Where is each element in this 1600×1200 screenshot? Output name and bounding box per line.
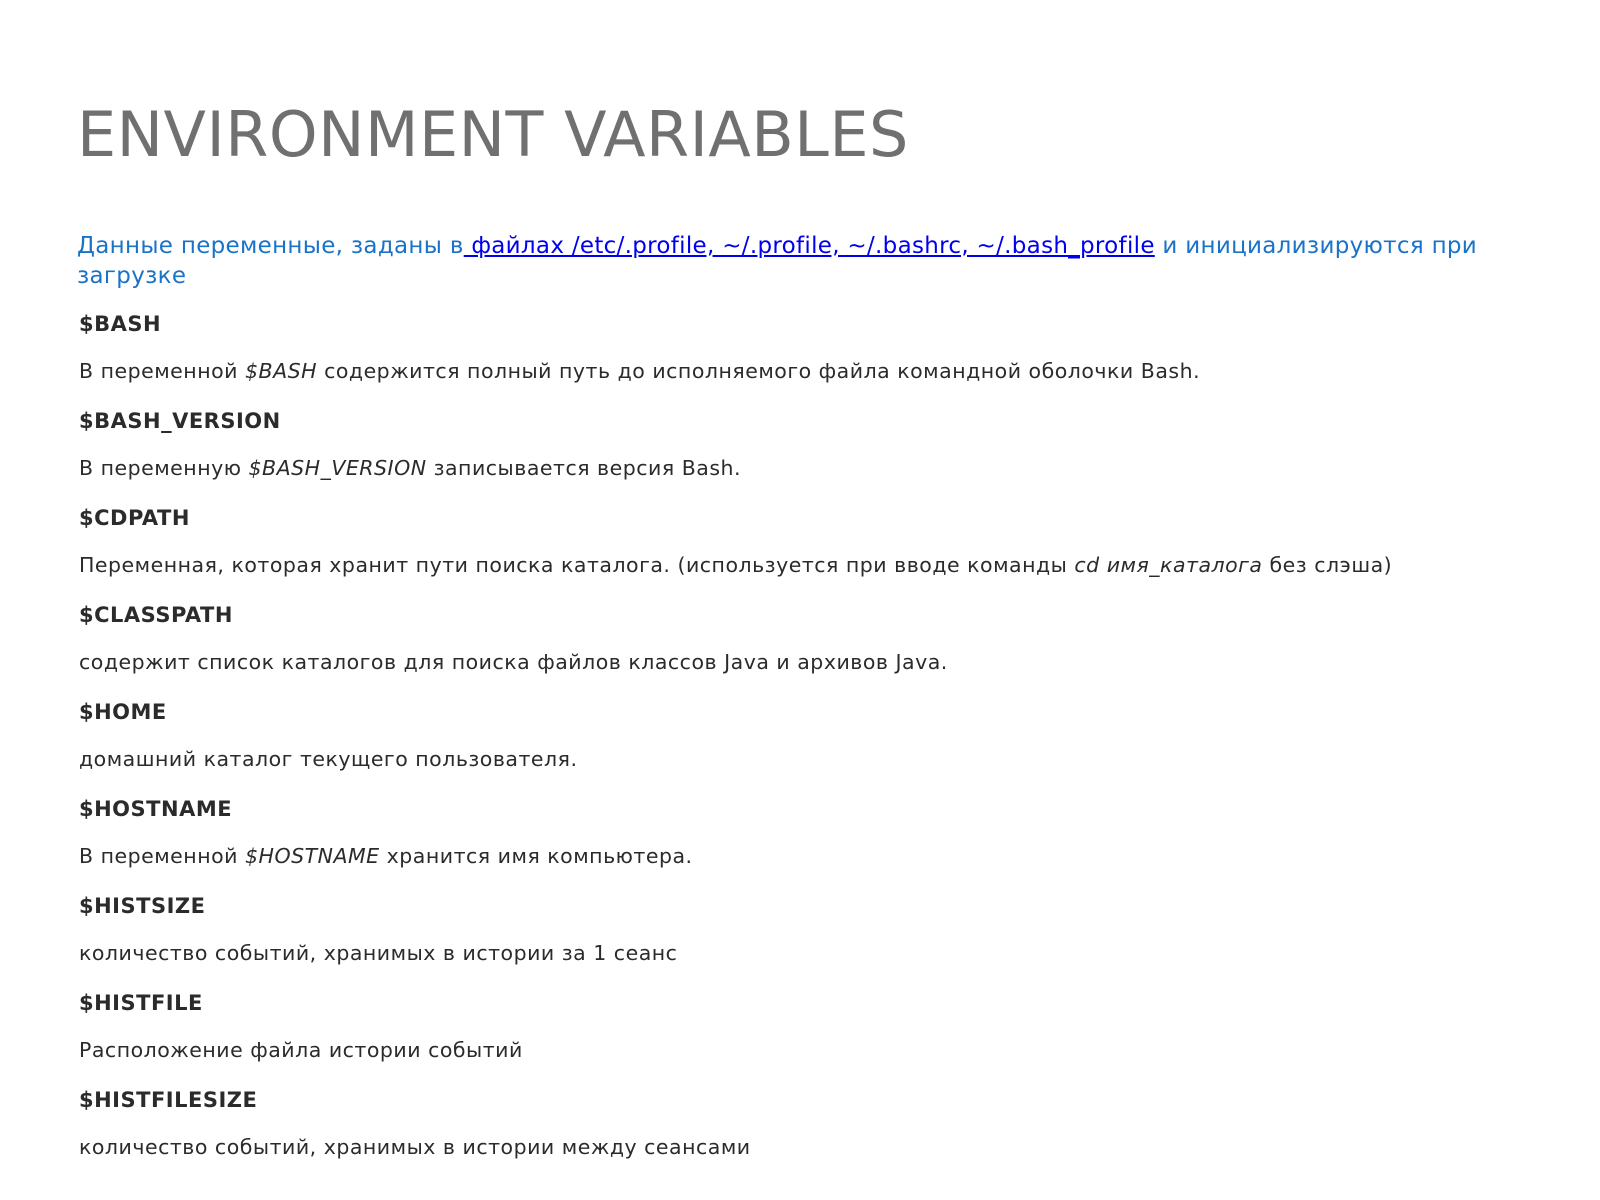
desc-text: без слэша) (1262, 553, 1393, 577)
desc-emphasis: cd имя_каталога (1074, 553, 1263, 577)
variable-entry-classpath (79, 601, 1559, 698)
desc-text: хранится имя компьютера. (379, 844, 693, 868)
desc-text: количество событий, хранимых в истории между сеансами (79, 1135, 751, 1159)
intro-text-before: Данные переменные, заданы в (77, 233, 464, 259)
variable-name: $CDPATH (79, 506, 190, 530)
desc-emphasis: $HOSTNAME (245, 844, 380, 868)
page-title: ENVIRONMENT VARIABLES (77, 98, 909, 171)
variable-description (79, 939, 1559, 967)
variable-description (79, 648, 1559, 676)
desc-text: В переменной (79, 359, 245, 383)
variable-name: $CLASSPATH (79, 603, 233, 627)
variable-name: $BASH_VERSION (79, 409, 281, 433)
desc-text: содержится полный путь до исполняемого файла командной оболочки Bash. (317, 359, 1201, 383)
desc-text: записывается версия Bash. (426, 456, 742, 480)
desc-text: количество событий, хранимых в истории за 1 сеанс (79, 941, 678, 965)
desc-text: Переменная, которая хранит пути поиска каталога. (используется при вводе команды (79, 553, 1075, 577)
variable-description (79, 745, 1559, 773)
variables-list (79, 310, 1559, 1183)
desc-text: В переменной (79, 844, 245, 868)
variable-name: $HISTSIZE (79, 894, 206, 918)
variable-description (79, 454, 1559, 482)
intro-paragraph (77, 231, 1577, 291)
variable-entry-bash (79, 310, 1559, 407)
variable-name: $HISTFILE (79, 991, 203, 1015)
variable-entry-histfilesize (79, 1086, 1559, 1183)
variable-name: $BASH (79, 312, 162, 336)
profile-files-link[interactable]: файлах /etc/.profile, ~/.profile, ~/.bashrc, ~/.bash_profile (463, 233, 1155, 259)
intro-text-after: и инициализируются при загрузке (77, 233, 1478, 289)
desc-text: домашний каталог текущего пользователя. (79, 747, 578, 771)
desc-text: содержит список каталогов для поиска файлов классов Java и архивов Java. (79, 650, 948, 674)
variable-name: $HOME (79, 700, 167, 724)
variable-entry-bash-version (79, 407, 1559, 504)
variable-entry-home (79, 698, 1559, 795)
variable-description (79, 1133, 1559, 1161)
desc-emphasis: $BASH (245, 359, 318, 383)
variable-description (79, 357, 1559, 385)
variable-description (79, 551, 1559, 579)
variable-entry-histsize (79, 892, 1559, 989)
variable-name: $HISTFILESIZE (79, 1088, 258, 1112)
desc-text: В переменную (79, 456, 249, 480)
variable-entry-cdpath (79, 504, 1559, 601)
variable-entry-histfile (79, 989, 1559, 1086)
variable-entry-hostname (79, 795, 1559, 892)
variable-description (79, 1036, 1559, 1064)
desc-text: Расположение файла истории событий (79, 1038, 523, 1062)
variable-name: $HOSTNAME (79, 797, 233, 821)
desc-emphasis: $BASH_VERSION (248, 456, 427, 480)
variable-description (79, 842, 1559, 870)
